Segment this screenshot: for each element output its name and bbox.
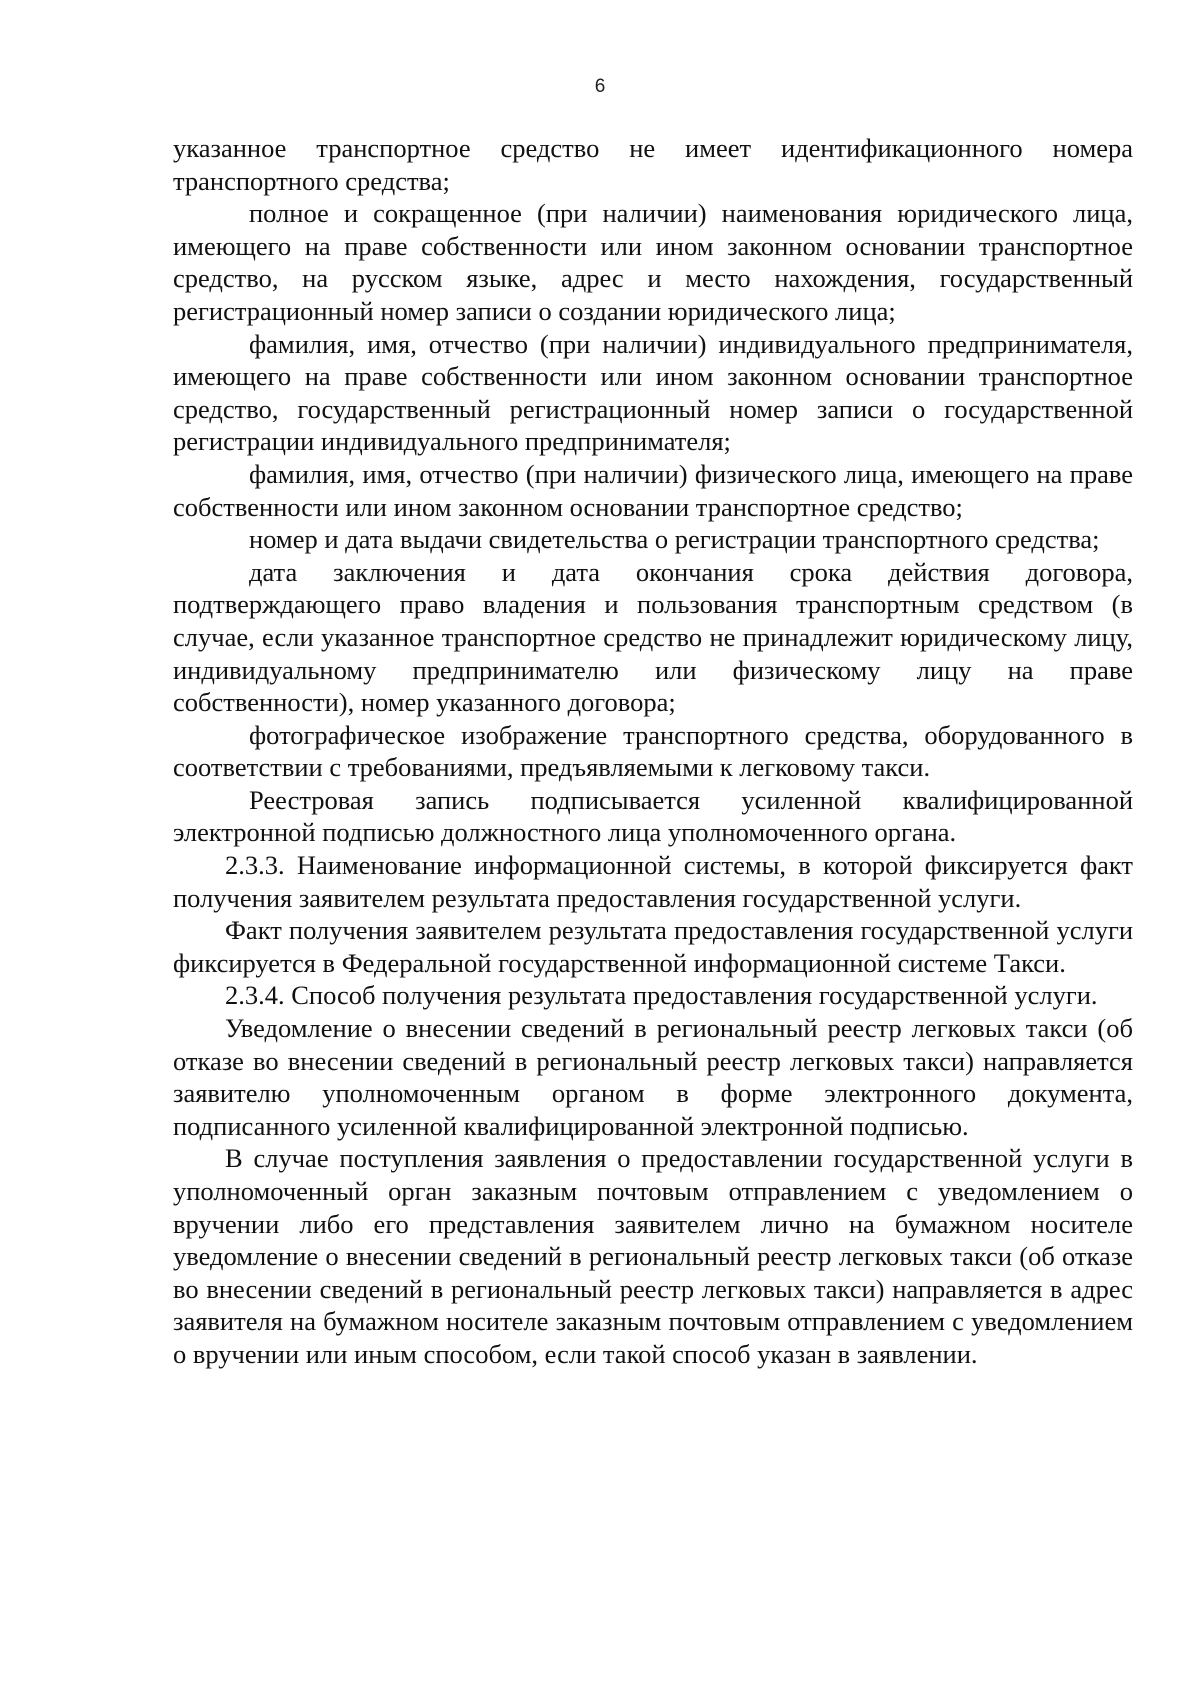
paragraph: фамилия, имя, отчество (при наличии) индивидуального предпринимателя, имеющего на праве собственности или ином законном основании транспортное средство, государственный регистрационный номер записи о государственной регистрации индивидуального предпринимателя; — [173, 328, 1133, 457]
page-number: 6 — [594, 76, 606, 97]
paragraph: номер и дата выдачи свидетельства о регистрации транспортного средства; — [249, 524, 1100, 555]
paragraph: Уведомление о внесении сведений в региональный реестр легковых такси (об отказе во внесении сведений в региональный реестр легковых такси) направляется заявителю уполномоченным органом в форме электронного документа, подписанного усиленной квалифицированной электронной подписью. — [173, 1013, 1133, 1141]
paragraph: Реестровая запись подписывается усиленной квалифицированной электронной подписью должностного лица уполномоченного органа. — [173, 784, 1133, 848]
paragraph: В случае поступления заявления о предоставлении государственной услуги в уполномоченный орган заказным почтовым отправлением с уведомлением о вручении либо его представления заявителем лично на бумажном носителе уведомление о внесении сведений в региональный реестр легковых такси (об отказе во внесении сведений в региональный реестр легковых такси) направляется в адрес заявителя на бумажном носителе заказным почтовым отправлением с уведомлением о вручении или иным способом, если такой способ указан в заявлении. — [173, 1143, 1133, 1369]
section-heading: 2.3.3. Наименование информационной системы, в которой фиксируется факт получения заявителем результата предоставления государственной услуги. — [173, 850, 1133, 913]
section-heading: 2.3.4. Способ получения результата предоставления государственной услуги. — [225, 980, 1098, 1011]
paragraph: Факт получения заявителем результата предоставления государственной услуги фиксируется в Федеральной государственной информационной системе Такси. — [173, 915, 1133, 978]
document-body — [173, 132, 1133, 1371]
paragraph: указанное транспортное средство не имеет идентификационного номера транспортного средства; — [173, 133, 1133, 196]
paragraph: полное и сокращенное (при наличии) наименования юридического лица, имеющего на праве собственности или ином законном основании транспортное средство, на русском языке, адрес и место нахождения, государственный регистрационный номер записи о создании юридического лица; — [173, 198, 1133, 326]
paragraph: фотографическое изображение транспортного средства, оборудованного в соответствии с требованиями, предъявляемыми к легковому такси. — [173, 719, 1133, 783]
paragraph: дата заключения и дата окончания срока действия договора, подтверждающего право владения и пользования транспортным средством (в случае, если указанное транспортное средство не принадлежит юридическому лицу, индивидуальному предпринимателю или физическому лицу на праве собственности), номер указанного договора; — [173, 556, 1133, 718]
paragraph: фамилия, имя, отчество (при наличии) физического лица, имеющего на праве собственности или ином законном основании транспортное средство; — [173, 458, 1133, 522]
